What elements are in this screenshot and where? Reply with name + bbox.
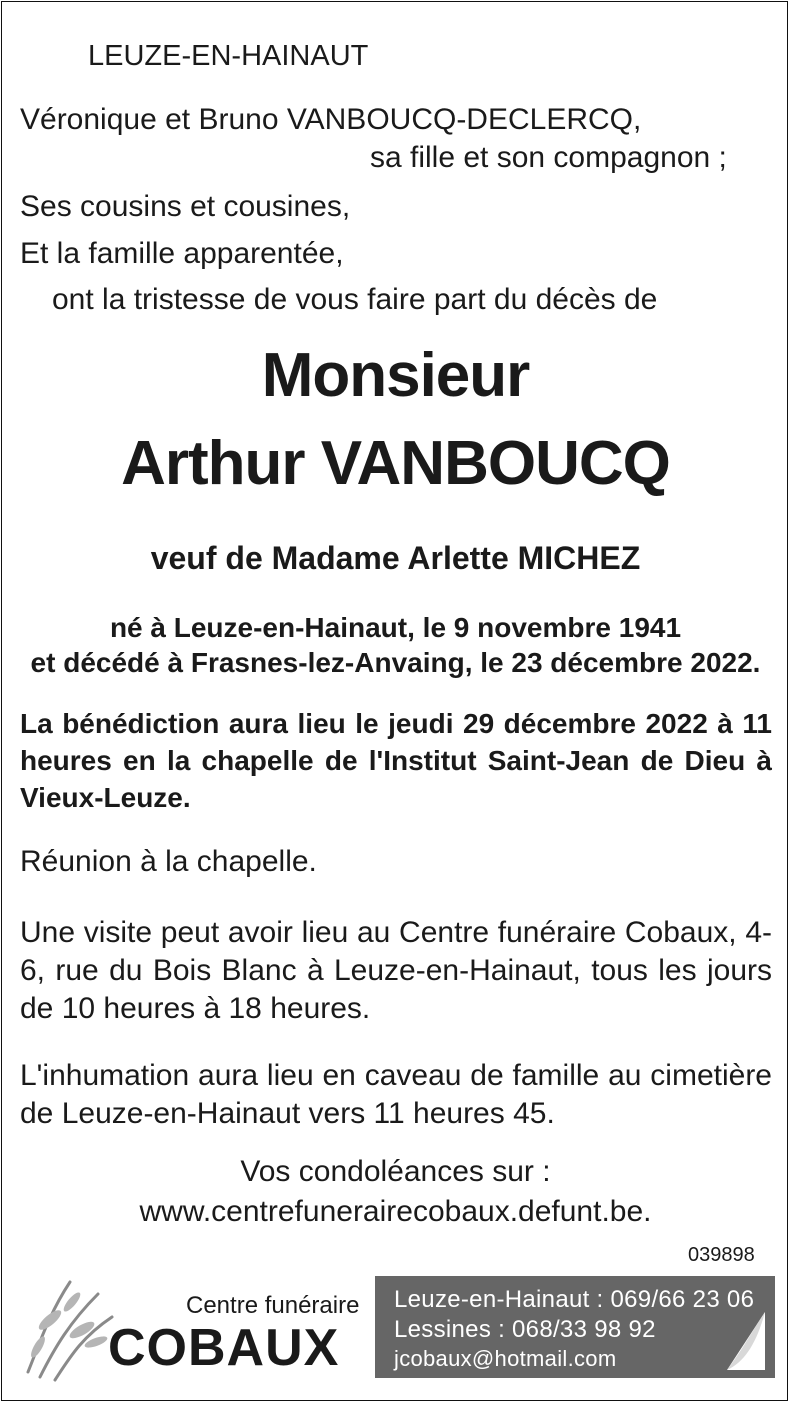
family-line-2: Ses cousins et cousines, <box>20 190 351 223</box>
contact-lessines: Lessines : 068/33 98 92 <box>394 1316 656 1343</box>
widower-line: veuf de Madame Arlette MICHEZ <box>150 540 641 576</box>
contact-panel <box>375 1276 775 1378</box>
death-line: et décédé à Frasnes-lez-Anvaing, le 23 décembre 2022. <box>30 647 761 678</box>
contact-email[interactable]: jcobaux@hotmail.com <box>394 1346 617 1371</box>
condolences-label: Vos condoléances sur : <box>240 1155 551 1188</box>
location-heading: LEUZE-EN-HAINAUT <box>88 40 369 72</box>
leaf-logo-icon <box>20 1272 120 1382</box>
deceased-name: Arthur VANBOUCQ <box>121 429 670 498</box>
family-line-1: Véronique et Bruno VANBOUCQ-DECLERCQ, <box>20 103 642 136</box>
blessing-paragraph: La bénédiction aura lieu le jeudi 29 décembre 2022 à 11 heures en la chapelle de l'Institut Saint-Jean de Dieu à Vieux-Leuze. <box>20 708 772 813</box>
company-name: COBAUX <box>108 1319 340 1377</box>
condolences-url[interactable]: www.centrefunerairecobaux.defunt.be. <box>139 1195 652 1228</box>
burial-paragraph: L'inhumation aura lieu en caveau de famille au cimetière de Leuze-en-Hainaut vers 11 heures 45. <box>20 1059 772 1130</box>
meeting-line: Réunion à la chapelle. <box>20 845 317 878</box>
page-curl-icon <box>727 1312 765 1370</box>
birth-line: né à Leuze-en-Hainaut, le 9 novembre 1941 <box>109 612 682 643</box>
visit-paragraph: Une visite peut avoir lieu au Centre funéraire Cobaux, 4-6, rue du Bois Blanc à Leuze-en-Hainaut, tous les jours de 10 heures à 18 heures. <box>20 916 772 1025</box>
contact-leuze: Leuze-en-Hainaut : 069/66 23 06 <box>394 1286 755 1313</box>
reference-number: 039898 <box>688 1244 755 1266</box>
family-line-3: Et la famille apparentée, <box>20 237 344 270</box>
deceased-title: Monsieur <box>261 341 530 410</box>
announcement: ont la tristesse de vous faire part du décès de <box>52 283 658 316</box>
family-line-1-role: sa fille et son compagnon ; <box>370 141 727 174</box>
company-subtitle: Centre funéraire <box>186 1292 360 1319</box>
